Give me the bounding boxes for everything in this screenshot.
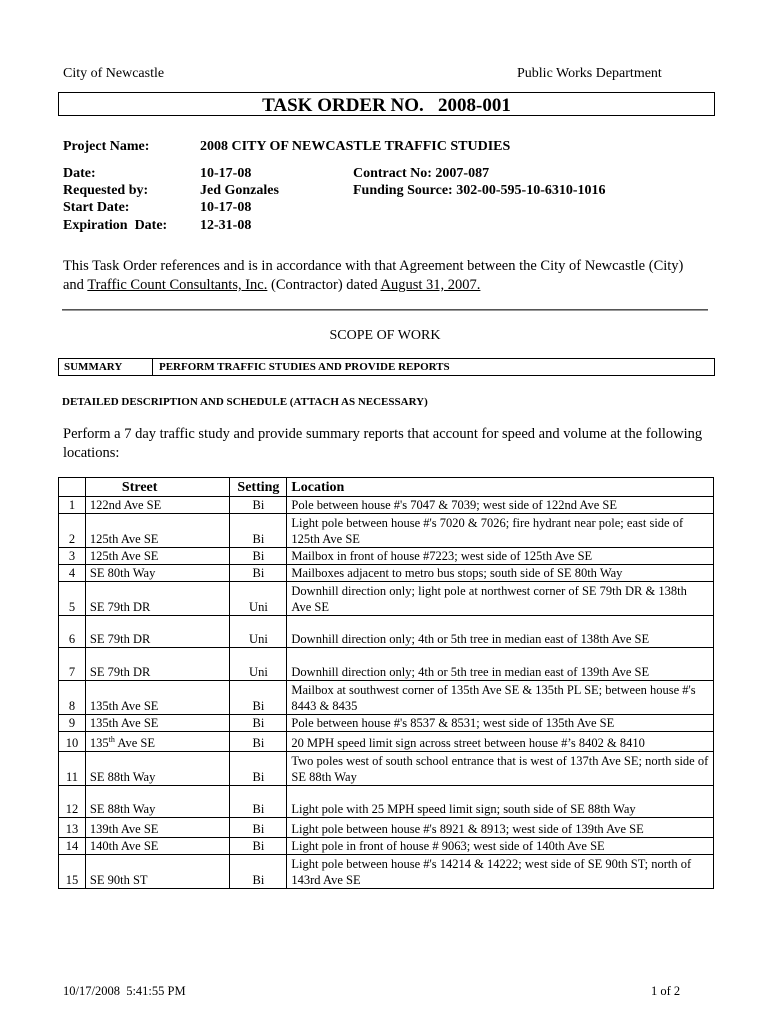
row-location: Pole between house #'s 7047 & 7039; west side of 122nd Ave SE bbox=[287, 497, 714, 514]
footer-timestamp: 10/17/2008 5:41:55 PM bbox=[63, 984, 186, 998]
row-street: SE 79th DR bbox=[85, 648, 230, 681]
summary-label: SUMMARY bbox=[59, 359, 153, 375]
detail-heading: DETAILED DESCRIPTION AND SCHEDULE (ATTACH AS NECESSARY) bbox=[62, 396, 428, 408]
header-location: Location bbox=[287, 478, 714, 497]
table-row bbox=[59, 752, 714, 786]
table-row bbox=[59, 514, 714, 548]
row-setting: Uni bbox=[230, 582, 287, 616]
row-number: 6 bbox=[59, 616, 86, 648]
expiration-date-label: Expiration Date: bbox=[63, 218, 168, 233]
row-number: 1 bbox=[59, 497, 86, 514]
start-date-label: Start Date: bbox=[63, 200, 130, 215]
row-setting: Bi bbox=[230, 715, 287, 732]
row-number: 15 bbox=[59, 855, 86, 889]
row-street: SE 79th DR bbox=[85, 616, 230, 648]
requested-by-value: Jed Gonzales bbox=[200, 183, 279, 198]
table-header-row bbox=[59, 478, 714, 497]
table-row bbox=[59, 732, 714, 752]
table-row bbox=[59, 565, 714, 582]
project-name-value: 2008 CITY OF NEWCASTLE TRAFFIC STUDIES bbox=[200, 139, 511, 154]
row-setting: Bi bbox=[230, 565, 287, 582]
row-street: SE 88th Way bbox=[85, 752, 230, 786]
row-number: 8 bbox=[59, 681, 86, 715]
row-setting: Bi bbox=[230, 548, 287, 565]
agreement-text-1: This Task Order references and is in accordance with that Agreement between the City of Newcastle (City) and bbox=[63, 258, 684, 293]
table-row bbox=[59, 681, 714, 715]
row-location: Downhill direction only; 4th or 5th tree in median east of 138th Ave SE bbox=[287, 616, 714, 648]
row-location: Mailboxes adjacent to metro bus stops; south side of SE 80th Way bbox=[287, 565, 714, 582]
row-setting: Bi bbox=[230, 497, 287, 514]
row-number: 5 bbox=[59, 582, 86, 616]
agreement-date: August 31, 2007. bbox=[380, 277, 481, 293]
summary-value: PERFORM TRAFFIC STUDIES AND PROVIDE REPORTS bbox=[159, 361, 450, 373]
row-setting: Bi bbox=[230, 514, 287, 548]
row-setting: Bi bbox=[230, 752, 287, 786]
table-row bbox=[59, 582, 714, 616]
table-row bbox=[59, 786, 714, 818]
table-row bbox=[59, 838, 714, 855]
row-location: 20 MPH speed limit sign across street between house #’s 8402 & 8410 bbox=[287, 732, 714, 752]
row-street: 122nd Ave SE bbox=[85, 497, 230, 514]
row-street: 135th Ave SE bbox=[85, 681, 230, 715]
header-street: Street bbox=[85, 478, 230, 497]
row-street: 125th Ave SE bbox=[85, 548, 230, 565]
row-location: Light pole between house #'s 14214 & 14222; west side of SE 90th ST; north of 143rd Ave SE bbox=[287, 855, 714, 889]
agreement-paragraph bbox=[63, 257, 703, 295]
start-date-value: 10-17-08 bbox=[200, 200, 252, 215]
row-location: Light pole between house #'s 7020 & 7026; fire hydrant near pole; east side of 125th Ave SE bbox=[287, 514, 714, 548]
table-row bbox=[59, 715, 714, 732]
row-number: 4 bbox=[59, 565, 86, 582]
requested-by-label: Requested by: bbox=[63, 183, 149, 198]
funding-source: Funding Source: 302-00-595-10-6310-1016 bbox=[353, 183, 606, 198]
row-location: Mailbox at southwest corner of 135th Ave SE & 135th PL SE; between house #'s 8443 & 8435 bbox=[287, 681, 714, 715]
row-location: Downhill direction only; 4th or 5th tree in median east of 139th Ave SE bbox=[287, 648, 714, 681]
intro-paragraph: Perform a 7 day traffic study and provide summary reports that account for speed and volume at the following locations: bbox=[63, 426, 703, 461]
date-label: Date: bbox=[63, 166, 96, 181]
row-street: SE 80th Way bbox=[85, 565, 230, 582]
header-city: City of Newcastle bbox=[63, 66, 165, 81]
row-street: 125th Ave SE bbox=[85, 514, 230, 548]
row-setting: Uni bbox=[230, 648, 287, 681]
row-street: SE 90th ST bbox=[85, 855, 230, 889]
section-divider bbox=[62, 309, 708, 311]
row-number: 7 bbox=[59, 648, 86, 681]
row-setting: Bi bbox=[230, 681, 287, 715]
header-setting: Setting bbox=[230, 478, 287, 497]
row-street: SE 88th Way bbox=[85, 786, 230, 818]
row-street: 140th Ave SE bbox=[85, 838, 230, 855]
row-street: 135th Ave SE bbox=[85, 715, 230, 732]
row-setting: Bi bbox=[230, 786, 287, 818]
row-number: 11 bbox=[59, 752, 86, 786]
date-value: 10-17-08 bbox=[200, 166, 252, 181]
row-setting: Uni bbox=[230, 616, 287, 648]
row-number: 10 bbox=[59, 732, 86, 752]
summary-box bbox=[58, 358, 715, 376]
title-box bbox=[58, 92, 715, 116]
task-order-title: TASK ORDER NO. 2008-001 bbox=[262, 95, 511, 116]
header-number bbox=[59, 478, 86, 497]
row-location: Light pole with 25 MPH speed limit sign; south side of SE 88th Way bbox=[287, 786, 714, 818]
street-suffix: th bbox=[108, 735, 115, 744]
row-number: 13 bbox=[59, 818, 86, 838]
row-street: SE 79th DR bbox=[85, 582, 230, 616]
row-number: 9 bbox=[59, 715, 86, 732]
table-row bbox=[59, 855, 714, 889]
row-street: 139th Ave SE bbox=[85, 818, 230, 838]
street-rest: Ave SE bbox=[114, 736, 155, 751]
project-name-label: Project Name: bbox=[63, 139, 150, 154]
table-row bbox=[59, 818, 714, 838]
header-department: Public Works Department bbox=[517, 66, 662, 81]
row-number: 3 bbox=[59, 548, 86, 565]
row-setting: Bi bbox=[230, 732, 287, 752]
row-street bbox=[85, 732, 230, 752]
footer-page-number: 1 of 2 bbox=[651, 984, 681, 998]
table-row bbox=[59, 648, 714, 681]
contractor-name: Traffic Count Consultants, Inc. bbox=[87, 277, 268, 293]
table-row bbox=[59, 548, 714, 565]
row-location: Mailbox in front of house #7223; west side of 125th Ave SE bbox=[287, 548, 714, 565]
row-number: 2 bbox=[59, 514, 86, 548]
row-setting: Bi bbox=[230, 838, 287, 855]
row-setting: Bi bbox=[230, 855, 287, 889]
row-location: Downhill direction only; light pole at northwest corner of SE 79th DR & 138th Ave SE bbox=[287, 582, 714, 616]
row-location: Two poles west of south school entrance that is west of 137th Ave SE; north side of SE 88th Way bbox=[287, 752, 714, 786]
agreement-text-2: (Contractor) dated bbox=[267, 277, 381, 293]
table-row bbox=[59, 497, 714, 514]
contract-number: Contract No: 2007-087 bbox=[353, 166, 490, 181]
row-location: Light pole between house #'s 8921 & 8913; west side of 139th Ave SE bbox=[287, 818, 714, 838]
row-location: Pole between house #'s 8537 & 8531; west side of 135th Ave SE bbox=[287, 715, 714, 732]
row-number: 12 bbox=[59, 786, 86, 818]
row-location: Light pole in front of house # 9063; west side of 140th Ave SE bbox=[287, 838, 714, 855]
row-number: 14 bbox=[59, 838, 86, 855]
table-row bbox=[59, 616, 714, 648]
locations-table bbox=[58, 477, 714, 889]
street-number: 135 bbox=[89, 736, 109, 751]
expiration-date-value: 12-31-08 bbox=[200, 218, 252, 233]
scope-heading: SCOPE OF WORK bbox=[329, 328, 441, 343]
row-setting: Bi bbox=[230, 818, 287, 838]
